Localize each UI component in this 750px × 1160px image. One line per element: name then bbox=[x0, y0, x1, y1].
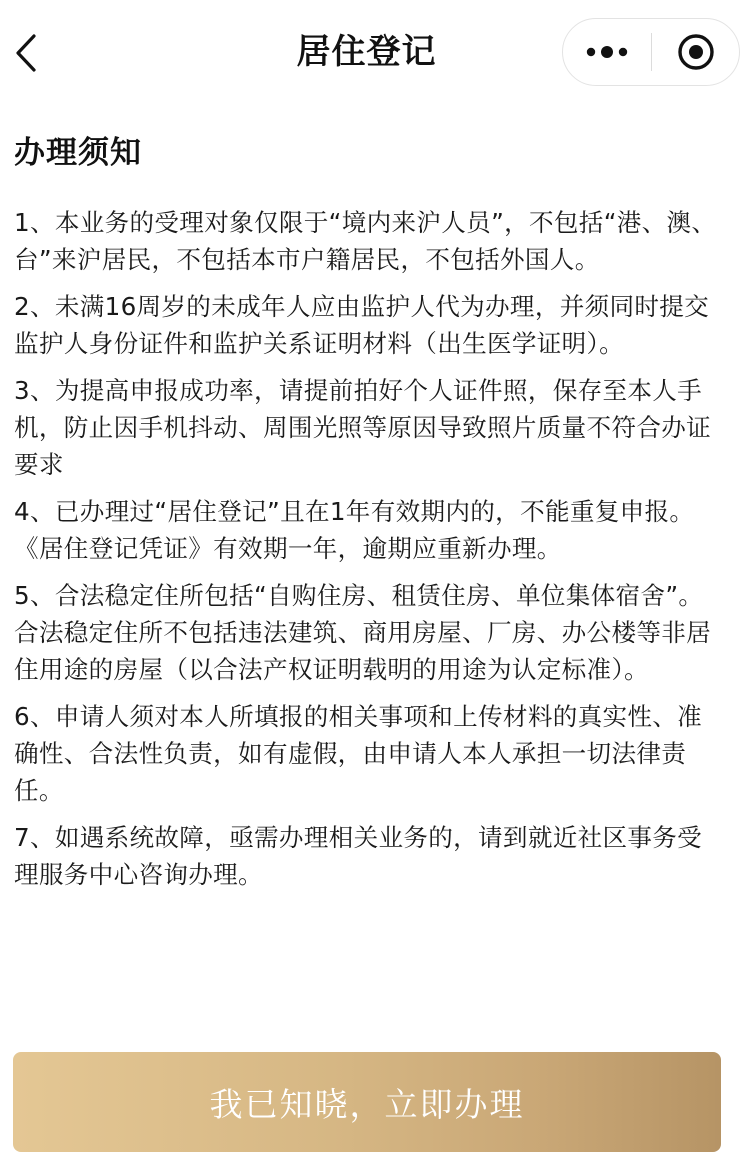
navigation-bar bbox=[0, 0, 750, 108]
notice-item-4: 4、已办理过“居住登记”且在1年有效期内的，不能重复申报。《居住登记凭证》有效期一年，逾期应重新办理。 bbox=[14, 497, 695, 563]
close-miniprogram-button[interactable] bbox=[652, 19, 739, 85]
notice-item-5: 5、合法稳定住所包括“自购住房、租赁住房、单位集体宿舍”。合法稳定住所不包括违法建筑、商用房屋、厂房、办公楼等非居住用途的房屋（以合法产权证明载明的用途为认定标准）。 bbox=[14, 581, 712, 684]
more-dots-icon bbox=[585, 46, 629, 58]
confirm-apply-label: 我已知晓，立即办理 bbox=[209, 1084, 525, 1124]
notice-item-2: 2、未满16周岁的未成年人应由监护人代为办理，并须同时提交监护人身份证件和监护关系证明材料（出生医学证明）。 bbox=[14, 292, 710, 358]
notice-item-1: 1、本业务的受理对象仅限于“境内来沪人员”，不包括“港、澳、台”来沪居民，不包括本市户籍居民，不包括外国人。 bbox=[14, 208, 717, 274]
notice-list bbox=[14, 204, 726, 903]
notice-title: 办理须知 bbox=[14, 135, 142, 171]
miniprogram-capsule bbox=[562, 18, 740, 86]
notice-item-6: 6、申请人须对本人所填报的相关事项和上传材料的真实性、准确性、合法性负责，如有虚假，由申请人本人承担一切法律责任。 bbox=[14, 702, 703, 805]
page-title: 居住登记 bbox=[296, 32, 437, 72]
confirm-apply-button[interactable] bbox=[13, 1052, 721, 1152]
notice-item-7: 7、如遇系统故障，亟需办理相关业务的，请到就近社区事务受理服务中心咨询办理。 bbox=[14, 823, 703, 889]
more-button[interactable] bbox=[563, 19, 651, 85]
target-close-icon bbox=[677, 33, 715, 71]
notice-item-3: 3、为提高申报成功率，请提前拍好个人证件照，保存至本人手机，防止因手机抖动、周围光照等原因导致照片质量不符合办证要求 bbox=[14, 376, 712, 479]
